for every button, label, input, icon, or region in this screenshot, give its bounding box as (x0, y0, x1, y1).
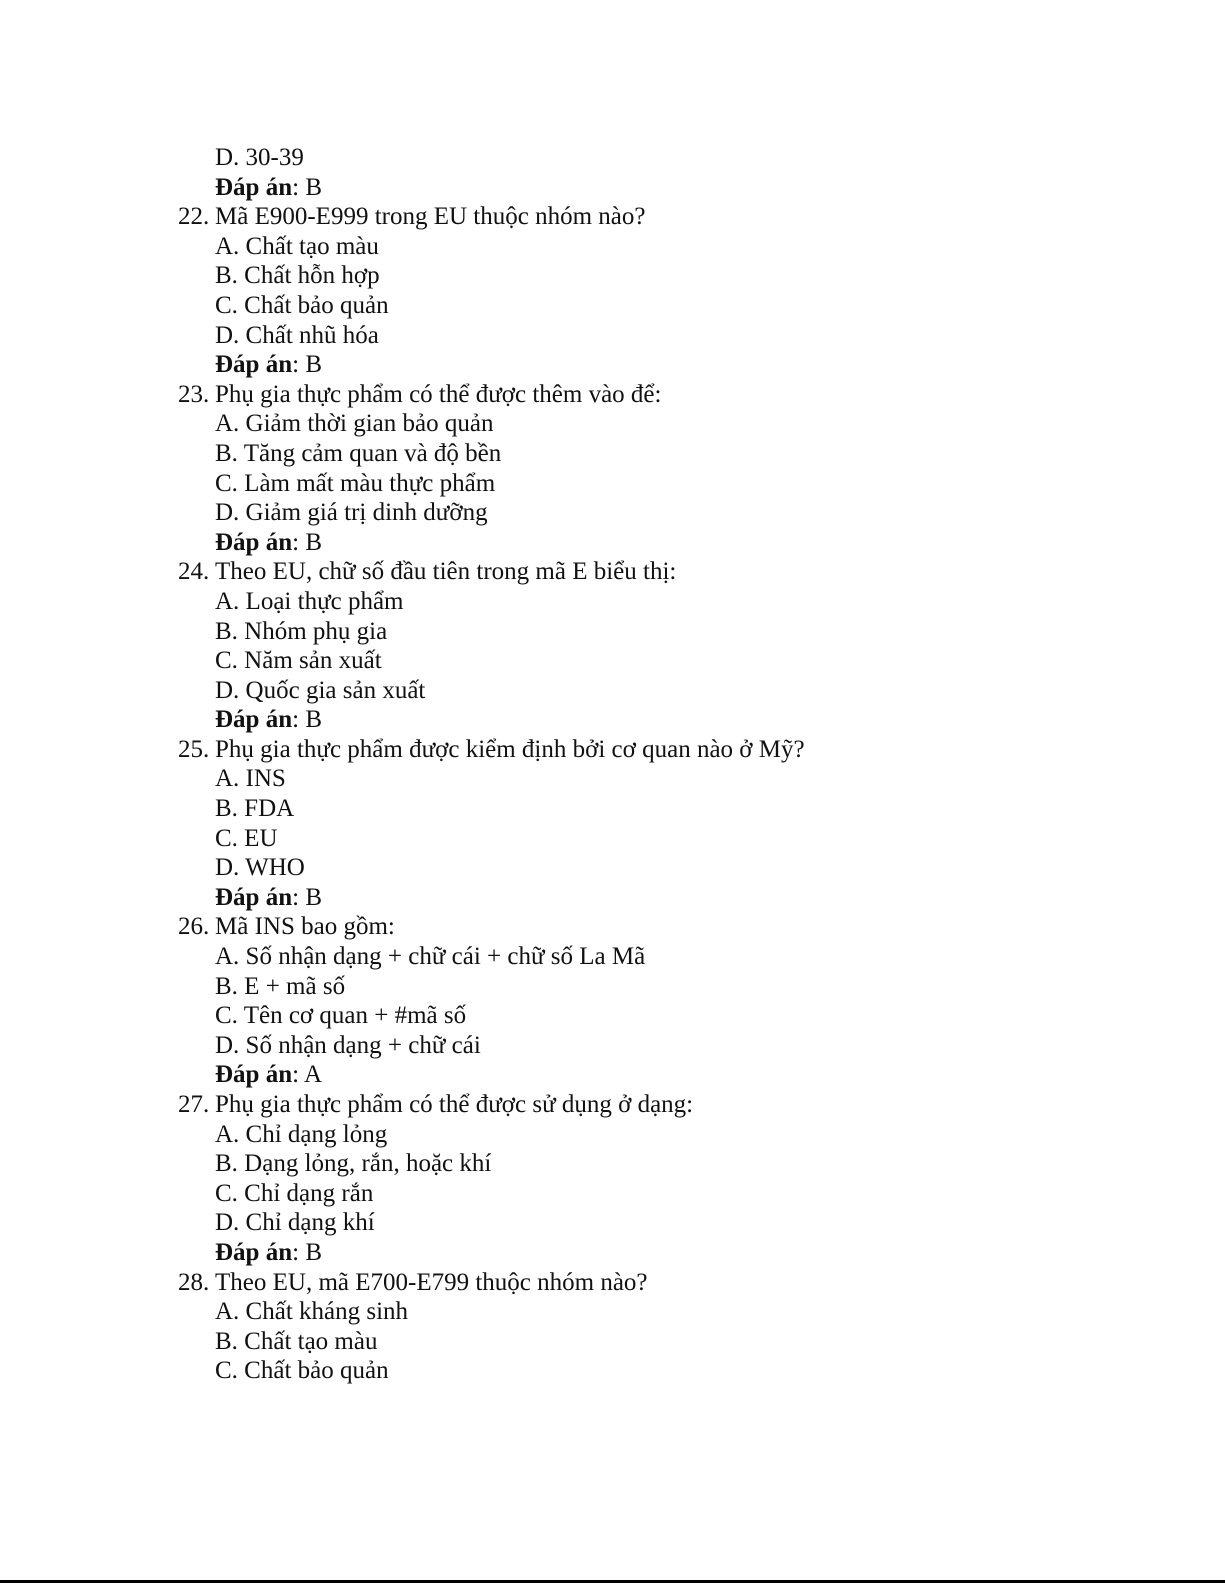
option-a: A. Chất kháng sinh (215, 1298, 409, 1326)
question-text: Mã E900-E999 trong EU thuộc nhóm nào? (215, 203, 646, 231)
answer-label: Đáp án (215, 883, 293, 911)
answer-label: Đáp án (215, 351, 293, 379)
answer-label: Đáp án (215, 1238, 293, 1266)
option-d: D. Chất nhũ hóa (215, 321, 379, 349)
option-d: D. Giảm giá trị dinh dưỡng (215, 499, 488, 527)
answer-line (178, 883, 1178, 913)
option-d: D. WHO (215, 854, 305, 882)
answer-value: : B (292, 528, 322, 556)
question-line (178, 202, 1178, 232)
question-number: 28. (178, 1268, 210, 1296)
option-c: C. EU (215, 824, 278, 852)
question-text: Phụ gia thực phẩm có thể được thêm vào để: (215, 380, 662, 408)
answer-value: : B (292, 173, 322, 201)
question-line (178, 1268, 1178, 1298)
question-text: Theo EU, chữ số đầu tiên trong mã E biểu thị: (215, 558, 677, 586)
answer-line (178, 173, 1178, 203)
option-c: C. Chất bảo quản (215, 291, 389, 319)
option-d: D. Số nhận dạng + chữ cái (215, 1031, 481, 1059)
quiz-content (178, 143, 1178, 1386)
option-b: B. E + mã số (215, 972, 346, 1000)
option-b: B. Dạng lỏng, rắn, hoặc khí (215, 1150, 492, 1178)
question-number: 25. (178, 735, 210, 763)
answer-line (178, 528, 1178, 558)
option-b: B. Nhóm phụ gia (215, 617, 388, 645)
option-a: A. Loại thực phẩm (215, 587, 404, 615)
option-b: B. Chất hỗn hợp (215, 262, 380, 290)
question-line (178, 1090, 1178, 1120)
question-number: 23. (178, 380, 210, 408)
answer-value: : B (292, 883, 322, 911)
answer-value: : B (292, 706, 322, 734)
answer-label: Đáp án (215, 173, 293, 201)
answer-label: Đáp án (215, 1061, 293, 1089)
question-line (178, 380, 1178, 410)
option-c: C. Chất bảo quản (215, 1357, 389, 1385)
answer-label: Đáp án (215, 706, 293, 734)
option-c: C. Làm mất màu thực phẩm (215, 469, 496, 497)
question-text: Mã INS bao gồm: (215, 913, 395, 941)
answer-label: Đáp án (215, 528, 293, 556)
answer-line (178, 1060, 1178, 1090)
answer-line (178, 1238, 1178, 1268)
option-c: C. Năm sản xuất (215, 647, 382, 675)
question-number: 22. (178, 203, 210, 231)
page-bottom-rule (0, 1580, 1225, 1583)
answer-value: : B (292, 351, 322, 379)
question-line (178, 912, 1178, 942)
option-a: A. Giảm thời gian bảo quản (215, 410, 494, 438)
option-a: A. Chỉ dạng lỏng (215, 1120, 388, 1148)
answer-line (178, 705, 1178, 735)
question-line (178, 557, 1178, 587)
option-d: D. Chỉ dạng khí (215, 1209, 375, 1237)
option-b: B. Chất tạo màu (215, 1327, 378, 1355)
answer-line (178, 350, 1178, 380)
question-text: Theo EU, mã E700-E799 thuộc nhóm nào? (215, 1268, 648, 1296)
option-a: A. Chất tạo màu (215, 232, 379, 260)
option-a: A. INS (215, 765, 286, 793)
question-text: Phụ gia thực phẩm có thể được sử dụng ở dạng: (215, 1091, 694, 1118)
question-number: 26. (178, 913, 210, 941)
option-c: C. Chỉ dạng rắn (215, 1179, 374, 1207)
option-d: D. Quốc gia sản xuất (215, 676, 426, 704)
question-number: 24. (178, 558, 210, 586)
answer-value: : A (292, 1061, 322, 1089)
question-text: Phụ gia thực phẩm được kiểm định bởi cơ quan nào ở Mỹ? (215, 735, 805, 763)
question-line (178, 735, 1178, 765)
option-a: A. Số nhận dạng + chữ cái + chữ số La Mã (215, 943, 646, 971)
option-b: B. FDA (215, 795, 295, 823)
option-b: B. Tăng cảm quan và độ bền (215, 439, 502, 467)
option-c: C. Tên cơ quan + #mã số (215, 1002, 467, 1030)
question-number: 27. (178, 1091, 210, 1118)
option-d: D. 30-39 (215, 144, 304, 171)
answer-value: : B (292, 1238, 322, 1266)
